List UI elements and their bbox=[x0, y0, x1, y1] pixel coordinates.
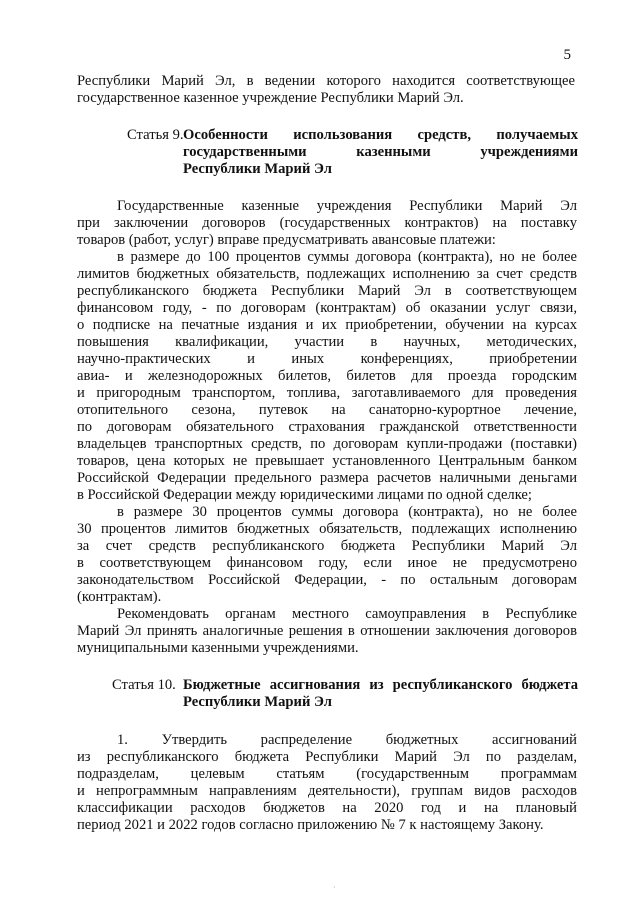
text-line: о подписке на печатные издания и их приобретении, обучении на курсах bbox=[77, 317, 577, 333]
text-line: отопительного сезона, путевок на санаторно-курортное лечение, bbox=[77, 402, 577, 418]
text-line: Государственные казенные учреждения Республики Марий Эл bbox=[117, 198, 577, 214]
text-line: за счет средств республиканского бюджета Республики Марий Эл bbox=[77, 538, 577, 554]
heading-line: Бюджетные ассигнования из республиканского бюджета bbox=[183, 677, 578, 693]
text-line: по договорам обязательного страхования гражданской ответственности bbox=[77, 419, 577, 435]
text-line: из республиканского бюджета Республики Марий Эл по разделам, bbox=[77, 749, 577, 765]
text-line: Статья 10. bbox=[112, 677, 176, 693]
text-line: в размере 30 процентов суммы договора (контракта), но не более bbox=[117, 504, 577, 520]
text-line: 30 процентов лимитов бюджетных обязательств, подлежащих исполнению bbox=[77, 521, 577, 537]
text-line: муниципальными казенными учреждениями. bbox=[77, 640, 359, 656]
text-line: республиканского бюджета Республики Марий Эл в соответствующем bbox=[77, 283, 577, 299]
text-line: Рекомендовать органам местного самоуправления в Республике bbox=[117, 606, 577, 622]
text-line: законодательством Российской Федерации, - по остальным договорам bbox=[77, 572, 577, 588]
text-line: государственное казенное учреждение Республики Марий Эл. bbox=[77, 90, 464, 106]
text-line: при заключении договоров (государственных контрактов) на поставку bbox=[77, 215, 577, 231]
text-line: в размере до 100 процентов суммы договора (контракта), но не более bbox=[117, 249, 577, 265]
text-line: период 2021 и 2022 годов согласно приложению № 7 к настоящему Закону. bbox=[77, 817, 544, 833]
heading-line: Республики Марий Эл bbox=[183, 161, 332, 177]
text-line: владельцев транспортных средств, по договорам купли-продажи (поставки) bbox=[77, 436, 577, 452]
text-line: Российской Федерации предельного размера расчетов наличными деньгами bbox=[77, 470, 577, 486]
text-line: (контрактам). bbox=[77, 589, 162, 605]
text-line: классификации расходов бюджетов на 2020 год и на плановый bbox=[77, 800, 577, 816]
text-line: подразделам, целевым статьям (государственным программам bbox=[77, 766, 577, 782]
text-line: и пригородным транспортом, топлива, заготавливаемого для проведения bbox=[77, 385, 577, 401]
text-line: в соответствующем финансовом году, если иное не предусмотрено bbox=[77, 555, 577, 571]
text-line: в Российской Федерации между юридическими лицами по одной сделке; bbox=[77, 487, 532, 503]
text-line: товаров (работ, услуг) вправе предусматривать авансовые платежи: bbox=[77, 232, 496, 248]
text-line: авиа- и железнодорожных билетов, билетов для проезда городским bbox=[77, 368, 577, 384]
text-line: и непрограммным направлениям деятельности), группам видов расходов bbox=[77, 783, 577, 799]
text-line: товаров, цена которых не превышает установленного Центральным банком bbox=[77, 453, 577, 469]
text-line: повышения квалификации, участии в научных, методических, bbox=[77, 334, 577, 350]
heading-line: Особенности использования средств, получаемых bbox=[183, 127, 578, 143]
heading-line: государственными казенными учреждениями bbox=[183, 144, 578, 160]
text-line: Марий Эл принять аналогичные решения в отношении заключения договоров bbox=[77, 623, 577, 639]
page-number: 5 bbox=[563, 47, 571, 63]
text-line: 1. Утвердить распределение бюджетных ассигнований bbox=[117, 732, 577, 748]
text-line: научно-практических и иных конференциях, приобретении bbox=[77, 351, 577, 367]
text-line: лимитов бюджетных обязательств, подлежащих исполнению за счет средств bbox=[77, 266, 577, 282]
text-line: Статья 9. bbox=[127, 127, 184, 143]
text-line: Республики Марий Эл, в ведении которого находится соответствующее bbox=[77, 73, 575, 89]
text-line: финансовом году, - по договорам (контрактам) об оказании услуг связи, bbox=[77, 300, 577, 316]
heading-line: Республики Марий Эл bbox=[183, 694, 332, 710]
scan-artifact: · bbox=[333, 883, 336, 892]
